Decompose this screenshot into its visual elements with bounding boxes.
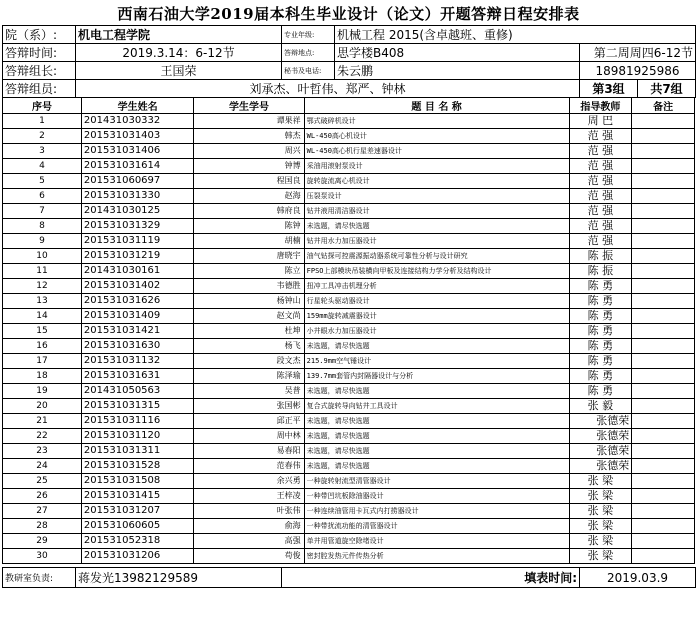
week-value: 第二周周四6-12节: [580, 44, 696, 62]
table-row: [3, 549, 695, 564]
table-row: [3, 534, 695, 549]
row-student-id: 201531031116: [81, 414, 193, 429]
table-row: [3, 444, 695, 459]
row-note: [632, 474, 695, 489]
time-label: 答辩时间:: [3, 44, 76, 62]
row-topic: 油气钻探可控震源振动器系统可靠性分析与设计研究: [304, 249, 569, 264]
row-teacher: 张德荣: [569, 429, 632, 444]
row-teacher: 陈 振: [569, 264, 632, 279]
row-teacher: 张 梁: [569, 519, 632, 534]
row-student-id: 201531031315: [81, 399, 193, 414]
row-teacher: 陈 勇: [569, 354, 632, 369]
row-student-name: 杜坤: [194, 324, 304, 339]
row-student-id: 201431050563: [81, 384, 193, 399]
row-student-name: 叶张伟: [194, 504, 304, 519]
row-teacher: 范 强: [569, 204, 632, 219]
row-topic: 未选题，请尽快选题: [304, 219, 569, 234]
table-row: [3, 294, 695, 309]
schedule-rows: [3, 114, 695, 564]
time-value: 2019.3.14：6-12节: [76, 44, 282, 62]
row-student-id: 201531031630: [81, 339, 193, 354]
row-topic: 159mm旋转减震器设计: [304, 309, 569, 324]
row-note: [632, 219, 695, 234]
row-note: [632, 354, 695, 369]
table-row: [3, 114, 695, 129]
row-teacher: 范 强: [569, 174, 632, 189]
table-row: [3, 174, 695, 189]
row-note: [632, 519, 695, 534]
row-student-id: 201531031206: [81, 549, 193, 564]
row-student-id: 201531031132: [81, 354, 193, 369]
header-sid: 学生学号: [194, 98, 304, 114]
row-student-id: 201531031614: [81, 159, 193, 174]
row-student-name: 唐晓宇: [194, 249, 304, 264]
row-student-name: 余兴勇: [194, 474, 304, 489]
secretary-value: 朱云鹏: [335, 62, 580, 80]
leader-label: 答辩组长:: [3, 62, 76, 80]
place-value: 思学楼B408: [335, 44, 580, 62]
row-teacher: 张 梁: [569, 549, 632, 564]
table-row: [3, 189, 695, 204]
row-number: 7: [3, 204, 82, 219]
row-topic: 小井眼水力加压器设计: [304, 324, 569, 339]
row-student-id: 201431030161: [81, 264, 193, 279]
row-number: 15: [3, 324, 82, 339]
row-teacher: 陈 勇: [569, 309, 632, 324]
college-label: 院（系）:: [3, 26, 76, 44]
header-name: 学生姓名: [81, 98, 193, 114]
row-student-name: 赵文尚: [194, 309, 304, 324]
row-student-name: 陈钟: [194, 219, 304, 234]
row-topic: 密封腔发热元件传热分析: [304, 549, 569, 564]
row-topic: 未选题，请尽快选题: [304, 444, 569, 459]
table-row: [3, 414, 695, 429]
row-number: 1: [3, 114, 82, 129]
table-row: [3, 144, 695, 159]
table-row: [3, 399, 695, 414]
row-teacher: 范 强: [569, 129, 632, 144]
row-student-name: 吴普: [194, 384, 304, 399]
header-no: 序号: [3, 98, 82, 114]
row-student-id: 201531060697: [81, 174, 193, 189]
row-teacher: 范 强: [569, 234, 632, 249]
row-student-id: 201531031311: [81, 444, 193, 459]
row-topic: 鄂式破碎机设计: [304, 114, 569, 129]
table-row: [3, 369, 695, 384]
row-student-id: 201431030332: [81, 114, 193, 129]
row-note: [632, 384, 695, 399]
footer-row: [3, 568, 696, 588]
row-note: [632, 309, 695, 324]
row-number: 27: [3, 504, 82, 519]
row-number: 13: [3, 294, 82, 309]
sheet-title: 西南石油大学2019届本科生毕业设计（论文）开题答辩日程安排表: [117, 5, 580, 23]
row-number: 21: [3, 414, 82, 429]
row-number: 12: [3, 279, 82, 294]
row-topic: WL-450高心机设计: [304, 129, 569, 144]
row-student-name: 胡楠: [194, 234, 304, 249]
row-teacher: 陈 勇: [569, 324, 632, 339]
table-row: [3, 459, 695, 474]
row-topic: 未选题，请尽快选题: [304, 429, 569, 444]
row-topic: 旋转旋流离心机设计: [304, 174, 569, 189]
table-row: [3, 519, 695, 534]
group-total: 共7组: [638, 80, 696, 98]
members-value: 刘承杰、叶哲伟、郑严、钟林: [76, 80, 580, 98]
row-student-name: 邱正平: [194, 414, 304, 429]
row-number: 26: [3, 489, 82, 504]
row-student-name: 俞海: [194, 519, 304, 534]
row-note: [632, 369, 695, 384]
row-student-name: 谭果祥: [194, 114, 304, 129]
row-student-id: 201531031415: [81, 489, 193, 504]
row-teacher: 范 强: [569, 219, 632, 234]
table-row: [3, 474, 695, 489]
row-note: [632, 339, 695, 354]
row-teacher: 张 梁: [569, 534, 632, 549]
row-student-id: 201531031120: [81, 429, 193, 444]
header-note: 备注: [632, 98, 695, 114]
row-teacher: 张德荣: [569, 414, 632, 429]
row-student-name: 赵海: [194, 189, 304, 204]
table-row: [3, 489, 695, 504]
row-note: [632, 159, 695, 174]
row-student-name: 钟博: [194, 159, 304, 174]
row-note: [632, 324, 695, 339]
office-label: 教研室负责:: [3, 568, 76, 588]
table-row: [3, 429, 695, 444]
row-student-name: 苟俊: [194, 549, 304, 564]
table-row: [3, 264, 695, 279]
secretary-label: 秘书及电话:: [282, 62, 335, 80]
row-topic: 139.7mm套管内封隔器设计与分析: [304, 369, 569, 384]
row-teacher: 范 强: [569, 159, 632, 174]
row-number: 5: [3, 174, 82, 189]
row-number: 9: [3, 234, 82, 249]
row-student-id: 201531031409: [81, 309, 193, 324]
row-number: 23: [3, 444, 82, 459]
row-student-id: 201531031528: [81, 459, 193, 474]
row-teacher: 陈 勇: [569, 294, 632, 309]
row-student-name: 周中林: [194, 429, 304, 444]
header-teacher: 指导教师: [569, 98, 632, 114]
table-row: [3, 339, 695, 354]
table-row: [3, 234, 695, 249]
row-topic: WL-450高心机行星差速器设计: [304, 144, 569, 159]
info-row-college: [3, 26, 696, 44]
row-number: 4: [3, 159, 82, 174]
info-row-members: [3, 80, 696, 98]
row-number: 8: [3, 219, 82, 234]
members-label: 答辩组员:: [3, 80, 76, 98]
row-note: [632, 189, 695, 204]
place-label: 答辩地点:: [282, 44, 335, 62]
row-note: [632, 489, 695, 504]
row-topic: 未选题，请尽快选题: [304, 339, 569, 354]
row-number: 20: [3, 399, 82, 414]
row-student-name: 易春阳: [194, 444, 304, 459]
row-topic: 钻井用水力加压器设计: [304, 234, 569, 249]
row-teacher: 张 毅: [569, 399, 632, 414]
row-note: [632, 429, 695, 444]
row-teacher: 张 梁: [569, 504, 632, 519]
row-number: 30: [3, 549, 82, 564]
row-note: [632, 459, 695, 474]
row-number: 16: [3, 339, 82, 354]
row-number: 6: [3, 189, 82, 204]
info-row-leader: [3, 62, 696, 80]
row-topic: 复合式旋转导向钻井工具设计: [304, 399, 569, 414]
row-topic: 钻井液用清洁器设计: [304, 204, 569, 219]
row-topic: 扭冲工具冲击机理分析: [304, 279, 569, 294]
date-value: 2019.03.9: [580, 568, 696, 588]
row-student-name: 范春伟: [194, 459, 304, 474]
row-student-name: 高强: [194, 534, 304, 549]
row-student-id: 201531031626: [81, 294, 193, 309]
header-topic: 题 目 名 称: [304, 98, 569, 114]
row-student-id: 201531031403: [81, 129, 193, 144]
row-topic: 一种带凹坑板除油器设计: [304, 489, 569, 504]
row-student-name: 周兴: [194, 144, 304, 159]
row-topic: 单井用管道旋空除堵设计: [304, 534, 569, 549]
row-number: 17: [3, 354, 82, 369]
row-student-id: 201431030125: [81, 204, 193, 219]
row-teacher: 陈 勇: [569, 369, 632, 384]
info-row-time: [3, 44, 696, 62]
row-student-name: 段文杰: [194, 354, 304, 369]
row-teacher: 张 梁: [569, 489, 632, 504]
major-label: 专业年级:: [282, 26, 335, 44]
row-student-id: 201531060605: [81, 519, 193, 534]
row-student-id: 201531031631: [81, 369, 193, 384]
row-student-id: 201531031402: [81, 279, 193, 294]
schedule-sheet: [2, 3, 695, 588]
row-number: 28: [3, 519, 82, 534]
row-student-name: 陈立: [194, 264, 304, 279]
row-note: [632, 399, 695, 414]
row-topic: 行星轮头驱动器设计: [304, 294, 569, 309]
row-teacher: 张德荣: [569, 444, 632, 459]
table-row: [3, 249, 695, 264]
college-value: 机电工程学院: [76, 26, 282, 44]
table-row: [3, 129, 695, 144]
row-teacher: 张 梁: [569, 474, 632, 489]
row-topic: 压裂泵设计: [304, 189, 569, 204]
row-note: [632, 414, 695, 429]
table-row: [3, 204, 695, 219]
row-number: 29: [3, 534, 82, 549]
row-number: 11: [3, 264, 82, 279]
row-note: [632, 234, 695, 249]
schedule-table: [2, 97, 695, 564]
footer-table: [2, 567, 696, 588]
row-teacher: 张德荣: [569, 459, 632, 474]
table-row: [3, 309, 695, 324]
row-topic: FPSO上部模块吊装横向甲板及连接结构力学分析及结构设计: [304, 264, 569, 279]
row-number: 3: [3, 144, 82, 159]
table-row: [3, 279, 695, 294]
table-row: [3, 504, 695, 519]
row-number: 2: [3, 129, 82, 144]
row-teacher: 陈 勇: [569, 339, 632, 354]
table-row: [3, 219, 695, 234]
row-note: [632, 534, 695, 549]
row-note: [632, 549, 695, 564]
major-value: 机械工程 2015(含卓越班、重修): [335, 26, 696, 44]
row-note: [632, 204, 695, 219]
row-number: 18: [3, 369, 82, 384]
row-topic: 未选题，请尽快选题: [304, 414, 569, 429]
row-number: 19: [3, 384, 82, 399]
info-table: [2, 25, 696, 80]
row-student-id: 201531031119: [81, 234, 193, 249]
group-number: 第3组: [580, 80, 638, 98]
row-topic: 未选题，请尽快选题: [304, 459, 569, 474]
row-student-id: 201531031508: [81, 474, 193, 489]
row-note: [632, 249, 695, 264]
row-student-name: 程国良: [194, 174, 304, 189]
row-topic: 215.9mm空气锤设计: [304, 354, 569, 369]
row-number: 10: [3, 249, 82, 264]
row-student-id: 201531031219: [81, 249, 193, 264]
row-teacher: 范 强: [569, 189, 632, 204]
row-student-name: 陈泽瑜: [194, 369, 304, 384]
row-student-name: 王梓凌: [194, 489, 304, 504]
row-topic: 一种旋转射流型清管器设计: [304, 474, 569, 489]
row-student-name: 韦德胜: [194, 279, 304, 294]
table-row: [3, 354, 695, 369]
row-teacher: 陈 振: [569, 249, 632, 264]
row-student-id: 201531052318: [81, 534, 193, 549]
row-teacher: 周 巴: [569, 114, 632, 129]
row-note: [632, 144, 695, 159]
row-topic: 一种连续油管用卡瓦式内打捞器设计: [304, 504, 569, 519]
row-student-name: 杨飞: [194, 339, 304, 354]
row-number: 25: [3, 474, 82, 489]
row-student-name: 韩府良: [194, 204, 304, 219]
row-topic: 一种带扰流功能的清管器设计: [304, 519, 569, 534]
row-number: 24: [3, 459, 82, 474]
header-row: [3, 98, 695, 114]
row-student-id: 201531031330: [81, 189, 193, 204]
row-teacher: 陈 勇: [569, 384, 632, 399]
phone-value: 18981925986: [580, 62, 696, 80]
row-student-id: 201531031406: [81, 144, 193, 159]
row-number: 22: [3, 429, 82, 444]
row-number: 14: [3, 309, 82, 324]
row-topic: 采油用滚射泵设计: [304, 159, 569, 174]
row-note: [632, 444, 695, 459]
row-note: [632, 174, 695, 189]
row-student-name: 韩杰: [194, 129, 304, 144]
row-student-id: 201531031421: [81, 324, 193, 339]
leader-value: 王国荣: [76, 62, 282, 80]
row-note: [632, 129, 695, 144]
table-row: [3, 324, 695, 339]
row-student-id: 201531031207: [81, 504, 193, 519]
row-note: [632, 114, 695, 129]
row-student-name: 张国彬: [194, 399, 304, 414]
table-row: [3, 384, 695, 399]
office-value: 蒋发光13982129589: [76, 568, 282, 588]
row-teacher: 陈 勇: [569, 279, 632, 294]
row-topic: 未选题，请尽快选题: [304, 384, 569, 399]
members-table: [2, 79, 696, 98]
row-note: [632, 264, 695, 279]
row-note: [632, 504, 695, 519]
date-label: 填表时间:: [282, 568, 580, 588]
row-student-name: 杨钟山: [194, 294, 304, 309]
table-row: [3, 159, 695, 174]
row-note: [632, 279, 695, 294]
row-student-id: 201531031329: [81, 219, 193, 234]
row-teacher: 范 强: [569, 144, 632, 159]
row-note: [632, 294, 695, 309]
